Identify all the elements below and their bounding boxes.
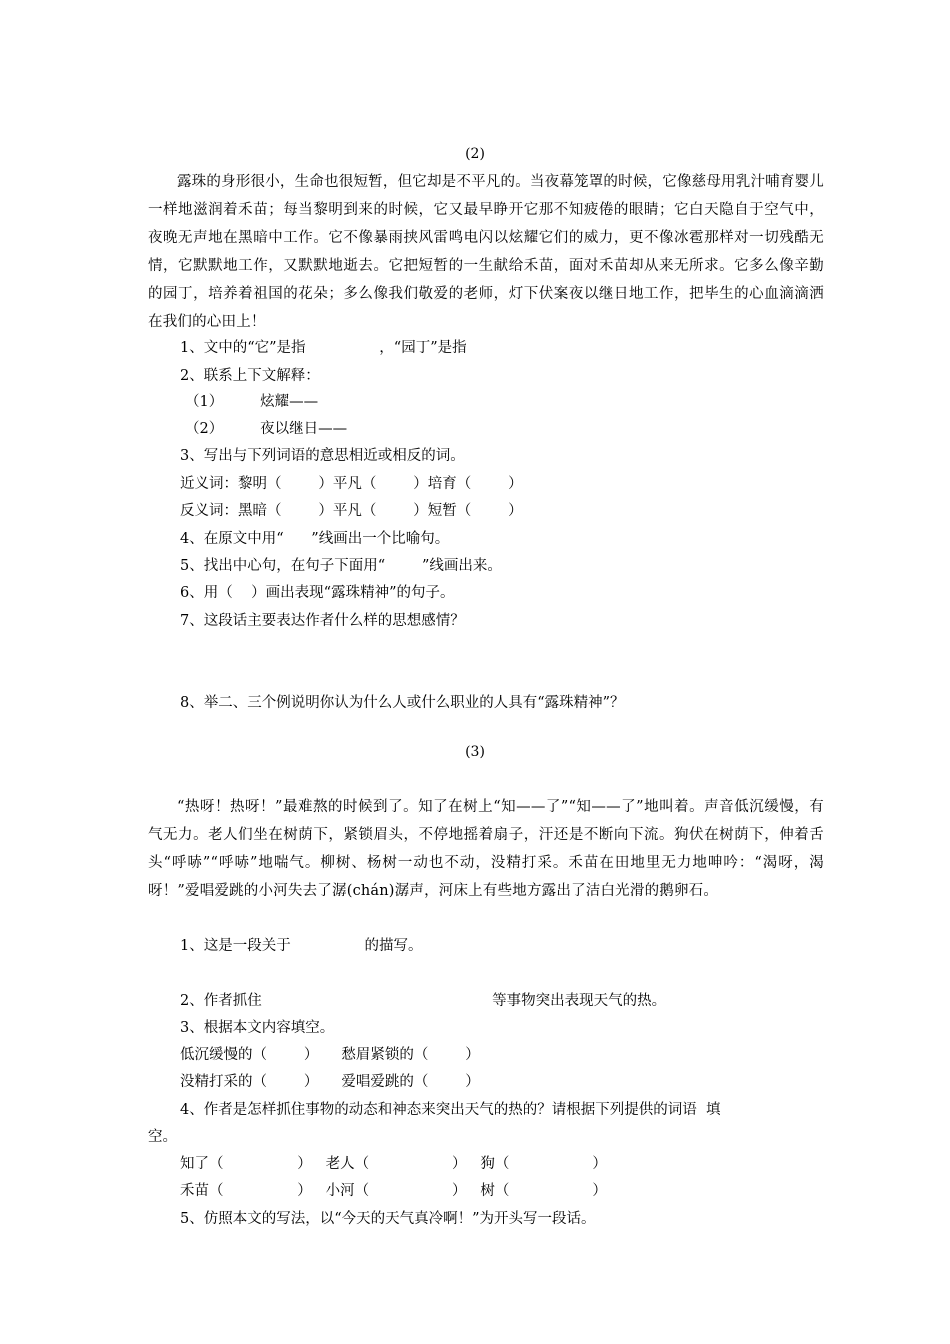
- section-2-heading: (2): [465, 146, 485, 162]
- s2-question-1: 1、文中的“它”是指 ，“园丁”是指: [180, 340, 467, 356]
- s2-question-4: 4、在原文中用“ ”线画出一个比喻句。: [180, 531, 450, 547]
- s2-question-8: 8、举二、三个例说明你认为什么人或什么职业的人具有“露珠精神”？: [180, 695, 625, 711]
- s2-question-7: 7、这段话主要表达作者什么样的思想感情？: [180, 613, 465, 629]
- s2-question-3-synonyms: 近义词：黎明（ ）平凡（ ）培育（ ）: [180, 476, 523, 492]
- s3-question-4-continued: 空。: [148, 1129, 177, 1145]
- s3-question-3-row-2: 没精打采的（ ） 爱唱爱跳的（ ）: [180, 1074, 480, 1090]
- s3-question-4-row-2: 禾苗（ ） 小河（ ） 树（ ）: [180, 1183, 607, 1199]
- s2-question-5: 5、找出中心句，在句子下面用“ ”线画出来。: [180, 558, 502, 574]
- s2-question-2: 2、联系上下文解释：: [180, 368, 320, 384]
- s3-question-3: 3、根据本文内容填空。: [180, 1020, 335, 1036]
- s2-question-2-item-1: （1） 炫耀——: [185, 394, 319, 410]
- s3-question-4-row-1: 知了（ ） 老人（ ） 狗（ ）: [180, 1156, 607, 1172]
- s2-question-3: 3、写出与下列词语的意思相近或相反的词。: [180, 448, 465, 464]
- s2-question-6: 6、用（ ）画出表现“露珠精神”的句子。: [180, 585, 455, 601]
- section-2-passage: 露珠的身形很小，生命也很短暂，但它却是不平凡的。当夜幕笼罩的时候，它像慈母用乳汁哺育婴儿一样地滋润着禾苗；每当黎明到来的时候，它又最早睁开它那不知疲倦的眼睛；它白天隐自于空气中，夜晚无声地在黑暗中工作。它不像暴雨挟风雷鸣电闪以炫耀它们的威力，更不像冰雹那样对一切残酷无情，它默默地工作，又默默地逝去。它把短暂的一生献给禾苗，面对禾苗却从来无所求。它多么像辛勤的园丁，培养着祖国的花朵；多么像我们敬爱的老师，灯下伏案夜以继日地工作，把毕生的心血滴滴洒在我们的心田上！: [148, 174, 824, 330]
- s3-question-5: 5、仿照本文的写法，以“今天的天气真冷啊！”为开头写一段话。: [180, 1211, 596, 1227]
- s3-question-1: 1、这是一段关于 的描写。: [180, 938, 423, 954]
- s3-question-3-row-1: 低沉缓慢的（ ） 愁眉紧锁的（ ）: [180, 1047, 480, 1063]
- s2-question-2-item-2: （2） 夜以继日——: [185, 421, 348, 437]
- section-3-heading: (3): [465, 744, 485, 760]
- s3-question-2: 2、作者抓住 等事物突出表现天气的热。: [180, 993, 667, 1009]
- section-3-passage: “热呀！热呀！”最难熬的时候到了。知了在树上“知——了”“知——了”地叫着。声音低沉缓慢，有气无力。老人们坐在树荫下，紧锁眉头，不停地摇着扇子，汗还是不断向下流。狗伏在树荫下，伸着舌头“呼哧”“呼哧”地喘气。柳树、杨树一动也不动，没精打采。禾苗在田地里无力地呻吟：“渴呀，渴呀！”爱唱爱跳的小河失去了潺(chán)潺声，河床上有些地方露出了洁白光滑的鹅卵石。: [148, 799, 824, 899]
- s2-question-3-antonyms: 反义词：黑暗（ ）平凡（ ）短暂（ ）: [180, 503, 523, 519]
- s3-question-4: 4、作者是怎样抓住事物的动态和神态来突出天气的热的？请根据下列提供的词语 填: [180, 1102, 721, 1118]
